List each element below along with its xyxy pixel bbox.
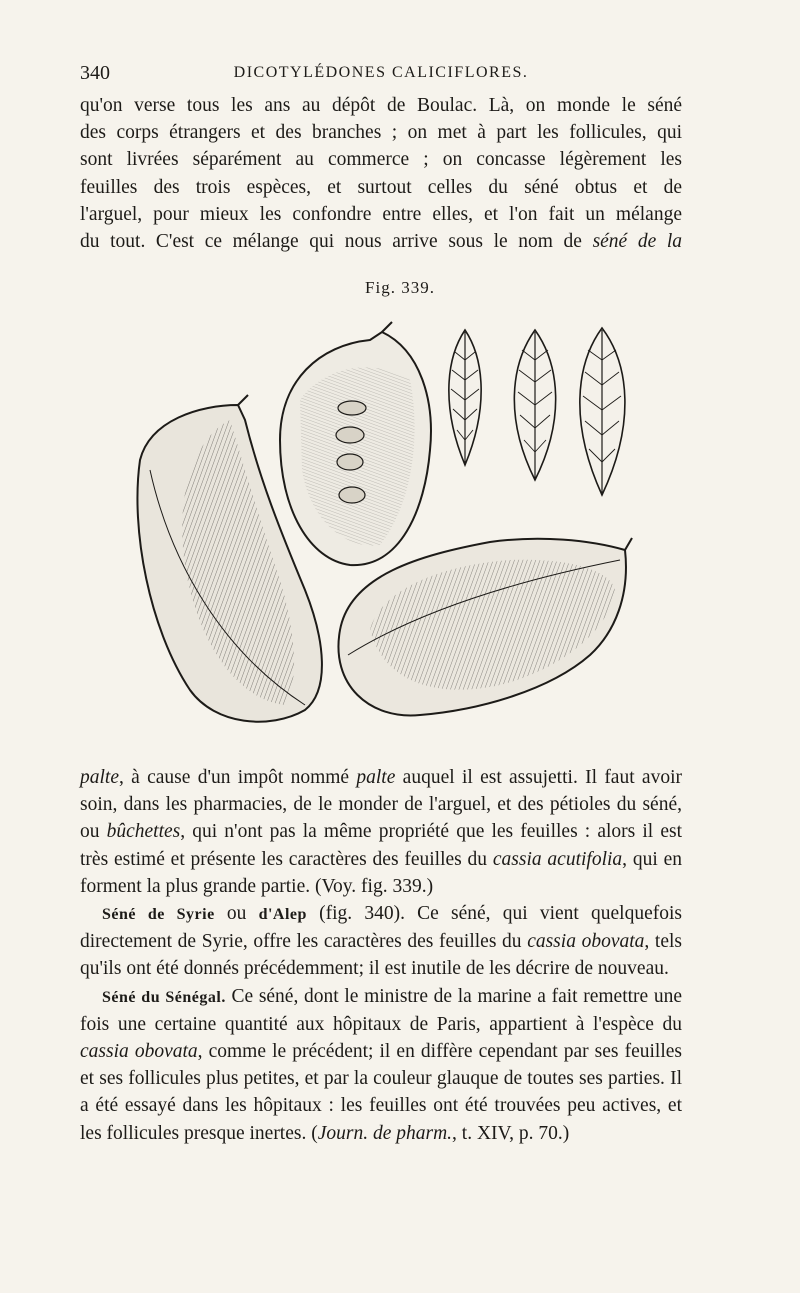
text-paragraph bbox=[80, 983, 682, 1147]
italic-term: séné de la bbox=[592, 231, 682, 253]
page-number: 340 bbox=[80, 62, 110, 84]
text-span: , qui en forment la plus grande partie. (Voy. fig. 339.) bbox=[80, 848, 682, 897]
text-line: des corps étrangers et des branches ; on met à part les follicules, qui bbox=[80, 122, 682, 144]
italic-term: palte bbox=[80, 767, 119, 788]
running-head: DICOTYLÉDONES CALICIFLORES. bbox=[233, 64, 529, 81]
leaflet-3 bbox=[580, 328, 625, 495]
text-span: (fig. 340). Ce séné, qui vient quelquefois directement de Syrie, offre les caractères des feuilles du bbox=[80, 903, 682, 953]
figure-label: Fig. 339. bbox=[365, 278, 435, 297]
text-span: , tels qu'ils ont été donnés précédemment; il est inutile de les décrire de nouveau. bbox=[80, 931, 682, 980]
leaflet-1 bbox=[449, 330, 481, 465]
paragraph-top bbox=[80, 92, 682, 255]
text-span: , t. XIV, p. 70.) bbox=[452, 1122, 570, 1144]
italic-term: Journ. de pharm. bbox=[317, 1122, 453, 1144]
leaflet-2 bbox=[514, 330, 555, 480]
text-span: du tout. C'est ce mélange qui nous arrive sous le nom de bbox=[80, 231, 593, 253]
pod-bottom bbox=[338, 538, 632, 715]
italic-term: cassia obovata bbox=[527, 931, 645, 953]
text-paragraph bbox=[80, 900, 682, 983]
section-heading: d'Alep bbox=[258, 906, 307, 924]
text-span: , qui n'ont pas la même propriété que les feuilles : alors il est très estimé et présente les caractères des feuilles du bbox=[80, 821, 682, 870]
italic-term: cassia acutifolia bbox=[492, 848, 623, 870]
text-span: ou bbox=[214, 903, 259, 925]
section-heading: Séné de Syrie bbox=[102, 906, 215, 924]
text-line: l'arguel, pour mieux les confondre entre elles, et l'on fait un mélange bbox=[80, 203, 682, 225]
text-span: , comme le précédent; il en diffère cependant par ses feuilles et ses follicules plus petites, et par la couleur glauque de toutes ses parties. Il a été essayé dans les hôpitaux : les feuilles ont été trouvées peu actives, et les follicules presque inertes. ( bbox=[80, 1041, 682, 1144]
text-line bbox=[80, 228, 682, 255]
paragraph-palte bbox=[80, 764, 682, 1147]
senna-illustration bbox=[120, 310, 640, 750]
text-span: auquel il est assujetti. Il faut avoir soin, dans les pharmacies, de le monder de l'arguel, et des pétioles du séné, ou bbox=[80, 767, 682, 843]
pod-top bbox=[280, 322, 431, 565]
text-line: sont livrées séparément au commerce ; on concasse légèrement les bbox=[80, 149, 682, 171]
page-header bbox=[80, 60, 682, 88]
text-paragraph bbox=[80, 764, 682, 900]
text-line: feuilles des trois espèces, et surtout celles du séné obtus et de bbox=[80, 176, 682, 198]
italic-term: bûchettes bbox=[106, 821, 181, 843]
text-line: qu'on verse tous les ans au dépôt de Boulac. Là, on monde le séné bbox=[80, 95, 682, 116]
italic-term: cassia obovata bbox=[80, 1041, 198, 1063]
text-span: Ce séné, dont le ministre de la marine a fait remettre une fois une certaine quantité aux hôpitaux de Paris, appartient à l'espèce du bbox=[80, 985, 682, 1035]
section-heading: Séné du Sénégal. bbox=[102, 988, 226, 1006]
italic-term: palte bbox=[356, 767, 396, 788]
text-span: , à cause d'un impôt nommé bbox=[119, 767, 357, 788]
